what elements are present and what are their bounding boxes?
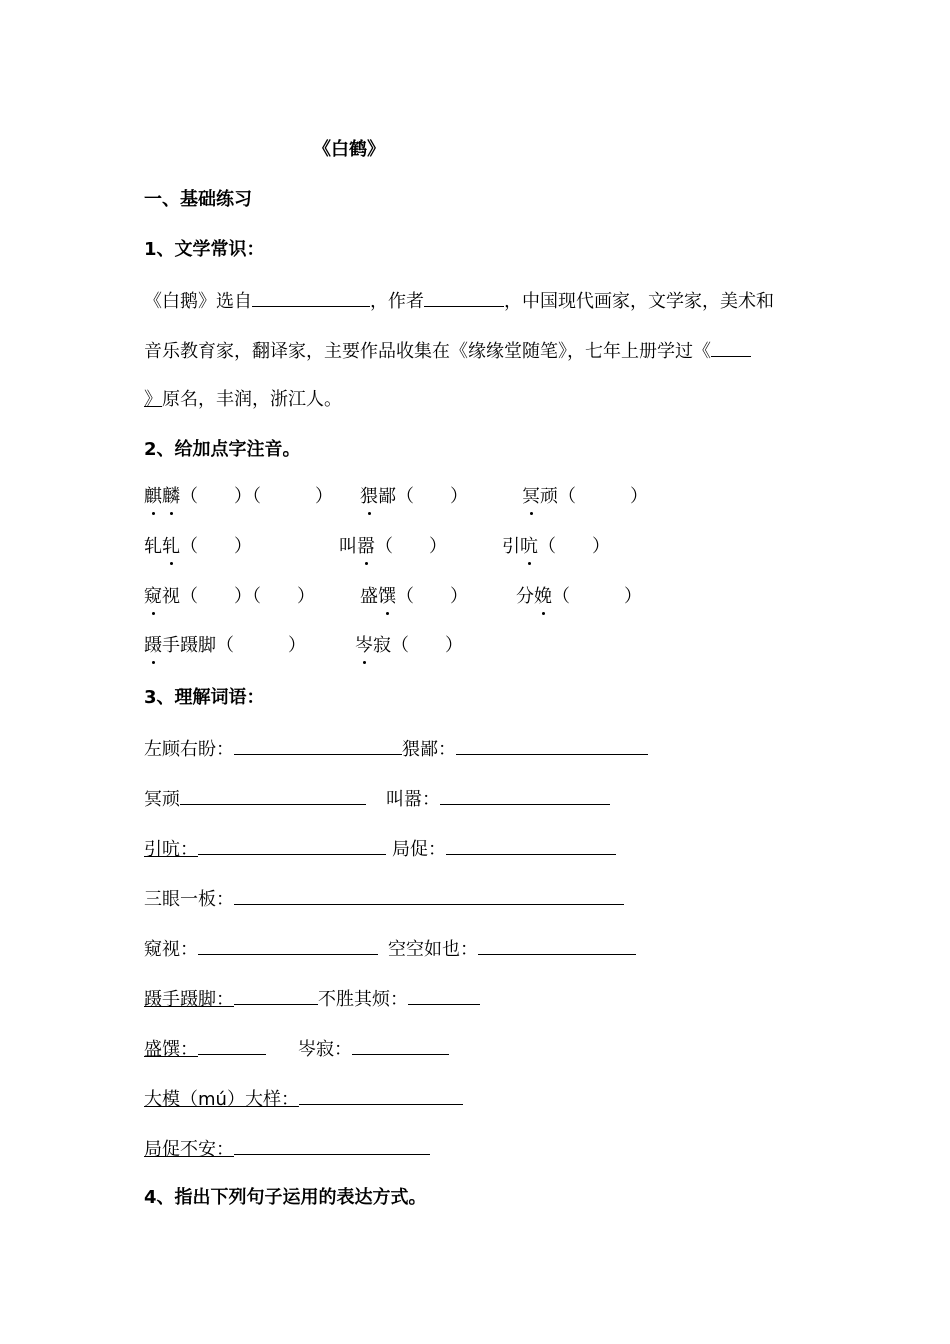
dotted-char: 蹑 — [144, 635, 162, 656]
answer-paren[interactable]: （ ） — [391, 635, 463, 656]
dotted-char: 麟 — [162, 486, 180, 507]
vocab-line-6 — [144, 986, 480, 1012]
dotted-char: 窥 — [144, 586, 162, 607]
term-label: 盛馔： — [144, 1039, 198, 1060]
dotted-char: 岑 — [355, 635, 373, 656]
answer-paren[interactable]: （ ） — [396, 586, 468, 607]
vocab-item-cenji — [298, 1036, 449, 1062]
dotted-char: 嚣 — [357, 536, 375, 557]
answer-paren[interactable]: （ ） — [180, 536, 252, 557]
q1-text-author: ，作者 — [370, 291, 424, 312]
answer-paren[interactable]: （ ） — [558, 486, 648, 507]
plain-char: 叫 — [339, 536, 357, 557]
dotted-char: 吭 — [520, 536, 538, 557]
q1-line-2 — [144, 338, 751, 364]
dotted-char: 轧 — [162, 536, 180, 557]
plain-char: 视 — [162, 586, 180, 607]
plain-char: 轧 — [144, 536, 162, 557]
blank-source[interactable] — [252, 288, 370, 307]
vocab-item-jiaoxiao — [386, 786, 610, 812]
dotted-char: 猥 — [360, 486, 378, 507]
dotted-char: 冥 — [522, 486, 540, 507]
q1-text-source: 《白鹅》选自 — [144, 291, 252, 312]
term-label: 不胜其烦： — [318, 989, 408, 1010]
plain-char: 寂 — [373, 635, 391, 656]
q1-text-desc: ，中国现代画家，文学家，美术和 — [504, 291, 774, 312]
pinyin-item-cenji — [355, 634, 463, 658]
question-4-heading: 4、指出下列句子运用的表达方式。 — [144, 1187, 427, 1208]
plain-char: 鄙 — [378, 486, 396, 507]
term-label: 局促： — [392, 839, 446, 860]
answer-paren[interactable]: （ ）（ ） — [180, 486, 333, 507]
blank-textbook-title[interactable] — [711, 338, 751, 357]
pinyin-item-qilin — [144, 485, 333, 509]
dotted-char: 娩 — [534, 586, 552, 607]
answer-paren[interactable]: （ ） — [216, 635, 306, 656]
answer-blank[interactable] — [408, 986, 480, 1005]
term-label: 引吭： — [144, 839, 198, 860]
vocab-item-kongkongruye — [388, 936, 636, 962]
plain-char: 引 — [502, 536, 520, 557]
pinyin-item-weibi — [360, 485, 468, 509]
term-label: 三眼一板： — [144, 889, 234, 910]
q1-line-1 — [144, 288, 774, 314]
question-2-heading: 2、给加点字注音。 — [144, 439, 301, 460]
answer-paren[interactable]: （ ） — [396, 486, 468, 507]
answer-paren[interactable]: （ ） — [552, 586, 642, 607]
answer-blank[interactable] — [180, 786, 366, 805]
plain-char: 盛 — [360, 586, 378, 607]
answer-blank[interactable] — [446, 836, 616, 855]
plain-char: 分 — [516, 586, 534, 607]
question-3-heading: 3、理解词语： — [144, 687, 265, 708]
term-label: 大模（mú）大样： — [144, 1089, 299, 1110]
vocab-line-2 — [144, 786, 366, 812]
pinyin-item-mingwan — [522, 485, 648, 509]
term-label: 局促不安： — [144, 1139, 234, 1160]
answer-blank[interactable] — [456, 736, 648, 755]
answer-blank[interactable] — [198, 836, 386, 855]
q1-close-bracket: 》 — [144, 389, 162, 410]
pinyin-item-yaya — [144, 535, 252, 559]
dotted-char: 馔 — [378, 586, 396, 607]
pinyin-item-shengzhuan — [360, 585, 468, 609]
plain-char: 手蹑脚 — [162, 635, 216, 656]
vocab-line-9 — [144, 1136, 430, 1162]
pinyin-item-yinhang — [502, 535, 610, 559]
term-label: 岑寂： — [298, 1039, 352, 1060]
answer-blank[interactable] — [299, 1086, 463, 1105]
vocab-item-juchu — [392, 836, 616, 862]
q1-text-origin: 原名，丰润，浙江人。 — [162, 389, 342, 410]
answer-blank[interactable] — [198, 936, 378, 955]
page-title: 《白鹤》 — [313, 139, 385, 160]
answer-paren[interactable]: （ ） — [538, 536, 610, 557]
term-label: 冥顽 — [144, 789, 180, 810]
answer-blank[interactable] — [478, 936, 636, 955]
answer-blank[interactable] — [352, 1036, 449, 1055]
q1-text-works: 音乐教育家，翻译家，主要作品收集在《缘缘堂随笔》，七年上册学过《 — [144, 341, 711, 362]
dotted-char: 麒 — [144, 486, 162, 507]
vocab-line-4 — [144, 886, 624, 912]
answer-blank[interactable] — [234, 736, 402, 755]
plain-char: 顽 — [540, 486, 558, 507]
pinyin-item-fenmian — [516, 585, 642, 609]
pinyin-item-kuishi — [144, 585, 315, 609]
answer-blank[interactable] — [198, 1036, 266, 1055]
vocab-line-7 — [144, 1036, 266, 1062]
answer-paren[interactable]: （ ） — [375, 536, 447, 557]
term-label: 空空如也： — [388, 939, 478, 960]
section-heading-basic-practice: 一、基础练习 — [144, 189, 252, 210]
vocab-line-5 — [144, 936, 378, 962]
vocab-line-8 — [144, 1086, 463, 1112]
answer-paren[interactable]: （ ）（ ） — [180, 586, 315, 607]
pinyin-item-nieshounijiao — [144, 634, 306, 658]
term-label: 窥视： — [144, 939, 198, 960]
pinyin-item-jiaoxiao — [339, 535, 447, 559]
blank-author[interactable] — [424, 288, 504, 307]
question-1-heading: 1、文学常识： — [144, 239, 265, 260]
answer-blank[interactable] — [234, 886, 624, 905]
answer-blank[interactable] — [234, 1136, 430, 1155]
vocab-line-1 — [144, 736, 648, 762]
answer-blank[interactable] — [440, 786, 610, 805]
q1-line-3 — [144, 388, 342, 412]
term-label: 左顾右盼： — [144, 739, 234, 760]
answer-blank[interactable] — [234, 986, 318, 1005]
term-label: 蹑手蹑脚： — [144, 989, 234, 1010]
vocab-line-3 — [144, 836, 386, 862]
term-label: 叫嚣： — [386, 789, 440, 810]
term-label: 猥鄙： — [402, 739, 456, 760]
